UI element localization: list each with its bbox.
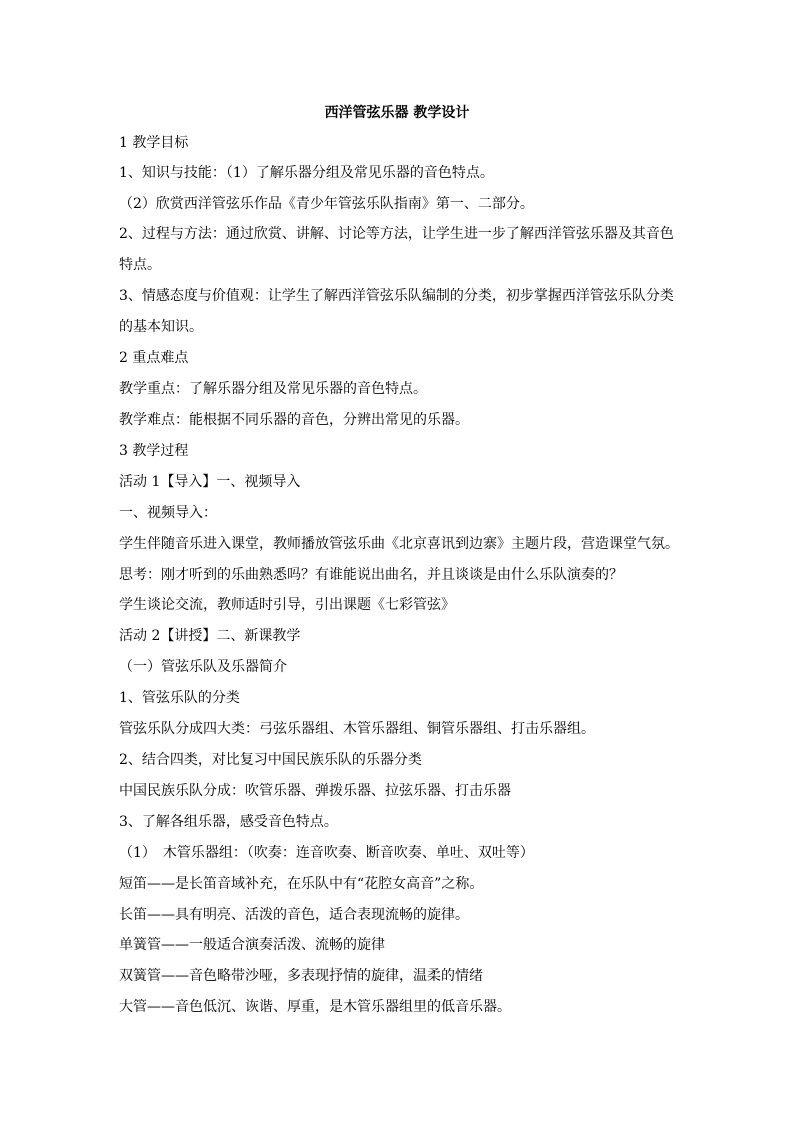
activity-heading: 活动 1【导入】一、视频导入 (119, 474, 301, 490)
paragraph-line: （2）欣赏西洋管弦乐作品《青少年管弦乐队指南》第一、二部分。 (119, 196, 534, 212)
paragraph-line: 短笛——是长笛音域补充，在乐队中有“花腔女高音”之称。 (119, 876, 484, 892)
paragraph-line: 单簧管——一般适合演奏活泼、流畅的旋律 (119, 937, 385, 953)
paragraph-line: 教学难点：能根据不同乐器的音色，分辨出常见的乐器。 (119, 412, 469, 428)
paragraph-line: 长笛——具有明亮、活泼的音色，适合表现流畅的旋律。 (119, 907, 469, 923)
paragraph-line: 3、情感态度与价值观：让学生了解西洋管弦乐队编制的分类，初步掌握西洋管弦乐队分类 (119, 288, 674, 304)
paragraph-line: 3、了解各组乐器，感受音色特点。 (119, 814, 338, 830)
section-heading-objectives: 1 教学目标 (119, 135, 189, 151)
activity-heading: 活动 2【讲授】二、新课教学 (119, 628, 301, 644)
paragraph-line: 特点。 (119, 257, 161, 273)
paragraph-line: 思考：刚才听到的乐曲熟悉吗？有谁能说出曲名，并且谈谈是由什么乐队演奏的？ (119, 567, 623, 583)
paragraph-line: 教学重点：了解乐器分组及常见乐器的音色特点。 (119, 381, 427, 397)
paragraph-line: 2、过程与方法：通过欣赏、讲解、讨论等方法，让学生进一步了解西洋管弦乐器及其音色 (119, 226, 674, 242)
paragraph-line: （一）管弦乐队及乐器简介 (119, 659, 287, 675)
paragraph-line: 双簧管——音色略带沙哑，多表现抒情的旋律，温柔的情绪 (119, 968, 483, 984)
section-heading-process: 3 教学过程 (119, 443, 189, 459)
paragraph-line: 的基本知识。 (119, 319, 203, 335)
paragraph-line: 管弦乐队分成四大类：弓弦乐器组、木管乐器组、铜管乐器组、打击乐器组。 (119, 721, 595, 737)
paragraph-line: 学生谈论交流，教师适时引导，引出课题《七彩管弦》 (119, 597, 455, 613)
paragraph-line: 中国民族乐队分成：吹管乐器、弹拨乐器、拉弦乐器、打击乐器 (119, 783, 511, 799)
paragraph-line: 1、管弦乐队的分类 (119, 690, 240, 706)
document-title: 西洋管弦乐器 教学设计 (324, 105, 470, 121)
paragraph-line: （1） 木管乐器组：（吹奏：连音吹奏、断音吹奏、单吐、双吐等） (119, 845, 534, 861)
paragraph-line: 1、知识与技能：（1）了解乐器分组及常见乐器的音色特点。 (119, 165, 494, 181)
paragraph-line: 2、结合四类，对比复习中国民族乐队的乐器分类 (119, 752, 422, 768)
paragraph-line: 学生伴随音乐进入课堂，教师播放管弦乐曲《北京喜讯到边寨》主题片段，营造课堂气氛。 (119, 536, 679, 552)
section-heading-key-points: 2 重点难点 (119, 350, 189, 366)
paragraph-line: 一、视频导入： (119, 505, 217, 521)
paragraph-line: 大管——音色低沉、诙谐、厚重，是木管乐器组里的低音乐器。 (119, 999, 511, 1015)
